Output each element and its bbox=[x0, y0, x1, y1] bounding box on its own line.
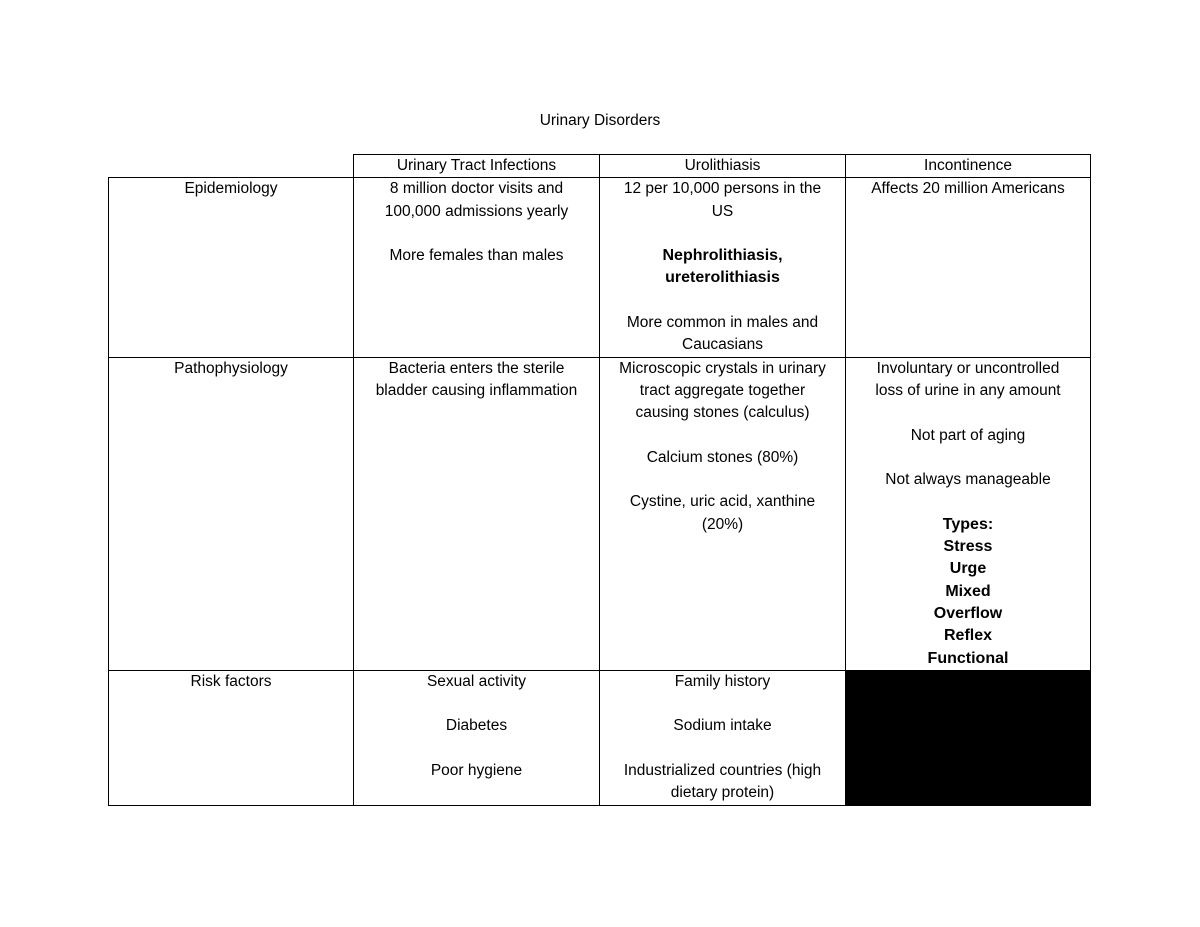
type-item: Functional bbox=[927, 649, 1009, 667]
cell-risk-uti bbox=[354, 670, 600, 805]
cell-text: Microscopic crystals in urinary bbox=[619, 359, 826, 377]
table-row-epidemiology bbox=[109, 178, 1091, 357]
row-label-risk-factors: Risk factors bbox=[109, 670, 354, 805]
cell-text: Involuntary or uncontrolled bbox=[876, 359, 1060, 377]
cell-pathophysiology-urolithiasis bbox=[600, 357, 846, 670]
cell-text: Sexual activity bbox=[426, 672, 527, 690]
cell-pathophysiology-uti bbox=[354, 357, 600, 670]
cell-text: Caucasians bbox=[682, 336, 763, 354]
cell-epidemiology-uti bbox=[354, 178, 600, 357]
cell-text: Affects 20 million Americans bbox=[871, 180, 1065, 198]
cell-text: Diabetes bbox=[445, 717, 508, 735]
cell-text: Industrialized countries (high bbox=[623, 762, 822, 780]
cell-text: Sodium intake bbox=[673, 717, 772, 735]
page-title: Urinary Disorders bbox=[539, 112, 661, 129]
cell-text: US bbox=[711, 202, 734, 220]
cell-text: Cystine, uric acid, xanthine bbox=[629, 493, 816, 511]
cell-epidemiology-urolithiasis bbox=[600, 178, 846, 357]
type-item: Reflex bbox=[943, 627, 993, 645]
cell-text-bold: Nephrolithiasis, bbox=[662, 247, 783, 265]
cell-text: bladder causing inflammation bbox=[375, 381, 578, 399]
header-corner-cell bbox=[109, 155, 354, 178]
header-incontinence: Incontinence bbox=[846, 155, 1091, 178]
cell-risk-urolithiasis bbox=[600, 670, 846, 805]
cell-text: More females than males bbox=[389, 247, 564, 265]
cell-text: loss of urine in any amount bbox=[875, 381, 1061, 399]
cell-text: (20%) bbox=[701, 515, 744, 533]
types-heading: Types: bbox=[942, 515, 994, 533]
table-row-risk-factors bbox=[109, 670, 1091, 805]
cell-text: Family history bbox=[674, 672, 771, 690]
type-item: Stress bbox=[943, 538, 993, 556]
type-item: Mixed bbox=[945, 582, 991, 600]
cell-text: Not part of aging bbox=[910, 426, 1026, 444]
row-label-pathophysiology: Pathophysiology bbox=[109, 357, 354, 670]
header-urolithiasis: Urolithiasis bbox=[600, 155, 846, 178]
table-row-pathophysiology bbox=[109, 357, 1091, 670]
cell-text: Not always manageable bbox=[885, 471, 1051, 489]
cell-text: 12 per 10,000 persons in the bbox=[623, 180, 822, 198]
cell-text: Poor hygiene bbox=[430, 762, 523, 780]
type-item: Overflow bbox=[933, 604, 1003, 622]
cell-epidemiology-incontinence bbox=[846, 178, 1091, 357]
row-label-epidemiology: Epidemiology bbox=[109, 178, 354, 357]
cell-text: Calcium stones (80%) bbox=[646, 448, 799, 466]
table-header-row bbox=[109, 155, 1091, 178]
cell-text: dietary protein) bbox=[670, 784, 775, 802]
cell-text: Bacteria enters the sterile bbox=[388, 359, 565, 377]
cell-text-bold: ureterolithiasis bbox=[665, 269, 780, 287]
type-item: Urge bbox=[949, 560, 987, 578]
disorders-table bbox=[108, 154, 1091, 806]
cell-text: tract aggregate together bbox=[639, 381, 806, 399]
cell-text: causing stones (calculus) bbox=[635, 404, 810, 422]
cell-text: 8 million doctor visits and bbox=[389, 180, 564, 198]
cell-text: 100,000 admissions yearly bbox=[384, 202, 569, 220]
cell-risk-incontinence-blacked-out bbox=[846, 670, 1091, 805]
cell-text: More common in males and bbox=[626, 314, 819, 332]
cell-pathophysiology-incontinence bbox=[846, 357, 1091, 670]
header-uti: Urinary Tract Infections bbox=[354, 155, 600, 178]
